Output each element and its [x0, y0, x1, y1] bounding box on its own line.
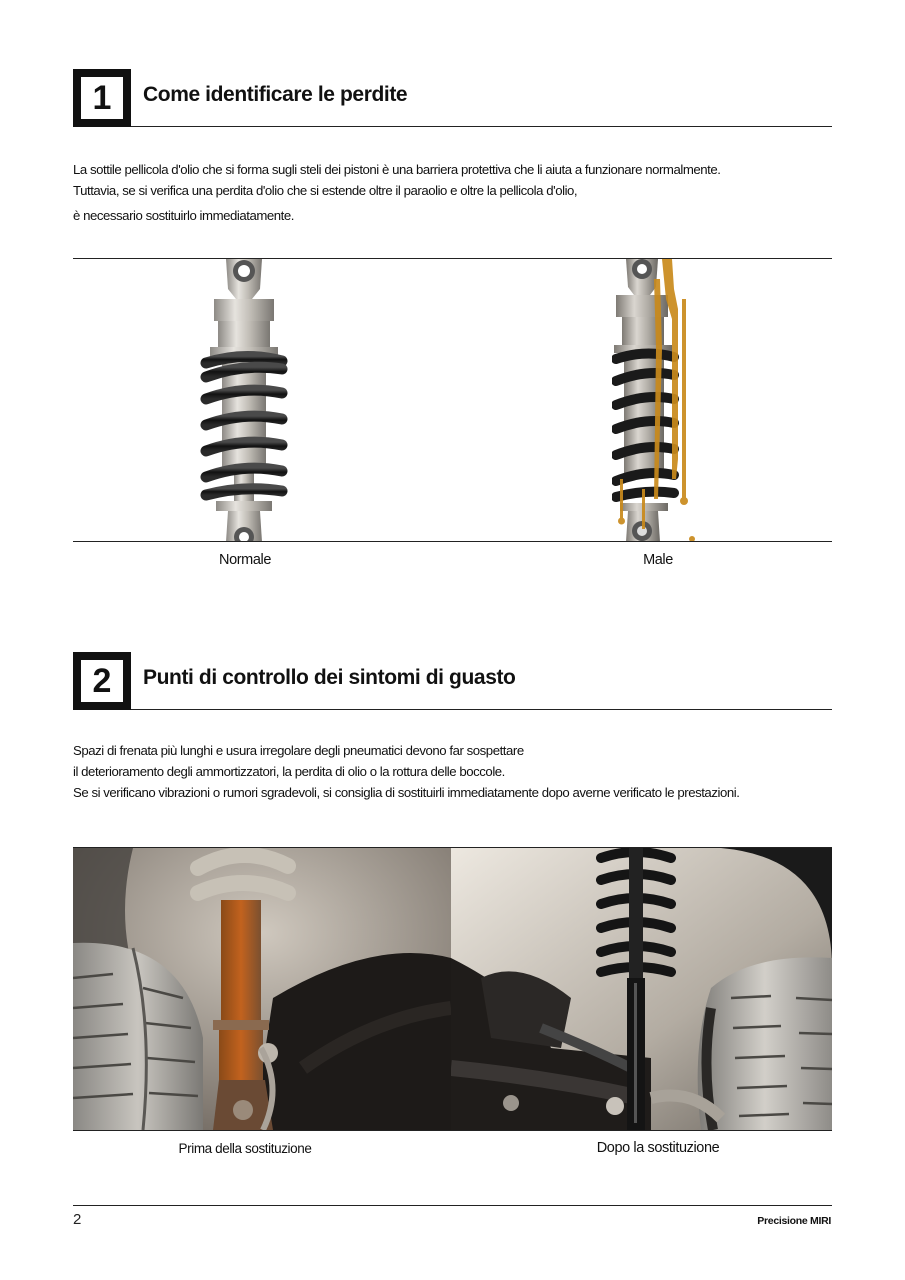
section-1-paragraph [73, 159, 843, 226]
figure-bottom-rule [73, 541, 832, 542]
caption-after-replacement: Dopo la sostituzione [596, 1140, 720, 1156]
section-title-rule [131, 709, 832, 711]
caption-bad: Male [643, 552, 673, 568]
section-2-paragraph [73, 740, 843, 803]
brand-name: Precisione MIRI [757, 1215, 831, 1227]
paragraph-line: Tuttavia, se si verifica una perdita d'olio che si estende oltre il paraolio e oltre la pellicola d'olio, [73, 183, 578, 198]
section-title-rule [131, 126, 832, 128]
before-replacement-photo [73, 848, 451, 1130]
leaking-shock-absorber-image [612, 259, 708, 542]
section-2-header [73, 652, 832, 710]
normal-shock-absorber-image [196, 259, 292, 542]
paragraph-line: Se si verificano vibrazioni o rumori sgradevoli, si consiglia di sostituirli immediatamente dopo averne verificato le prestazioni. [73, 785, 740, 800]
page-number: 2 [73, 1211, 82, 1228]
paragraph-line: il deterioramento degli ammortizzatori, la perdita di olio o la rottura delle boccole. [73, 764, 505, 779]
section-title: Punti di controllo dei sintomi di guasto [143, 666, 516, 689]
photo-bottom-rule [73, 1130, 832, 1131]
paragraph-line: è necessario sostituirlo immediatamente. [73, 208, 294, 223]
footer-rule [73, 1205, 832, 1206]
figure-top-rule [73, 258, 832, 259]
section-title: Come identificare le perdite [143, 83, 408, 106]
section-number: 1 [81, 77, 123, 119]
paragraph-line: La sottile pellicola d'olio che si forma sugli steli dei pistoni è una barriera protettiva che li aiuta a funzionare normalmente. [73, 162, 721, 177]
section-number: 2 [81, 660, 123, 702]
paragraph-line: Spazi di frenata più lunghi e usura irregolare degli pneumatici devono far sospettare [73, 743, 524, 758]
section-number-box [73, 652, 131, 710]
caption-normal: Normale [219, 552, 271, 568]
after-replacement-photo [451, 848, 832, 1130]
section-number-box [73, 69, 131, 127]
caption-before-replacement: Prima della sostituzione [178, 1141, 312, 1156]
section-1-header [73, 69, 832, 127]
